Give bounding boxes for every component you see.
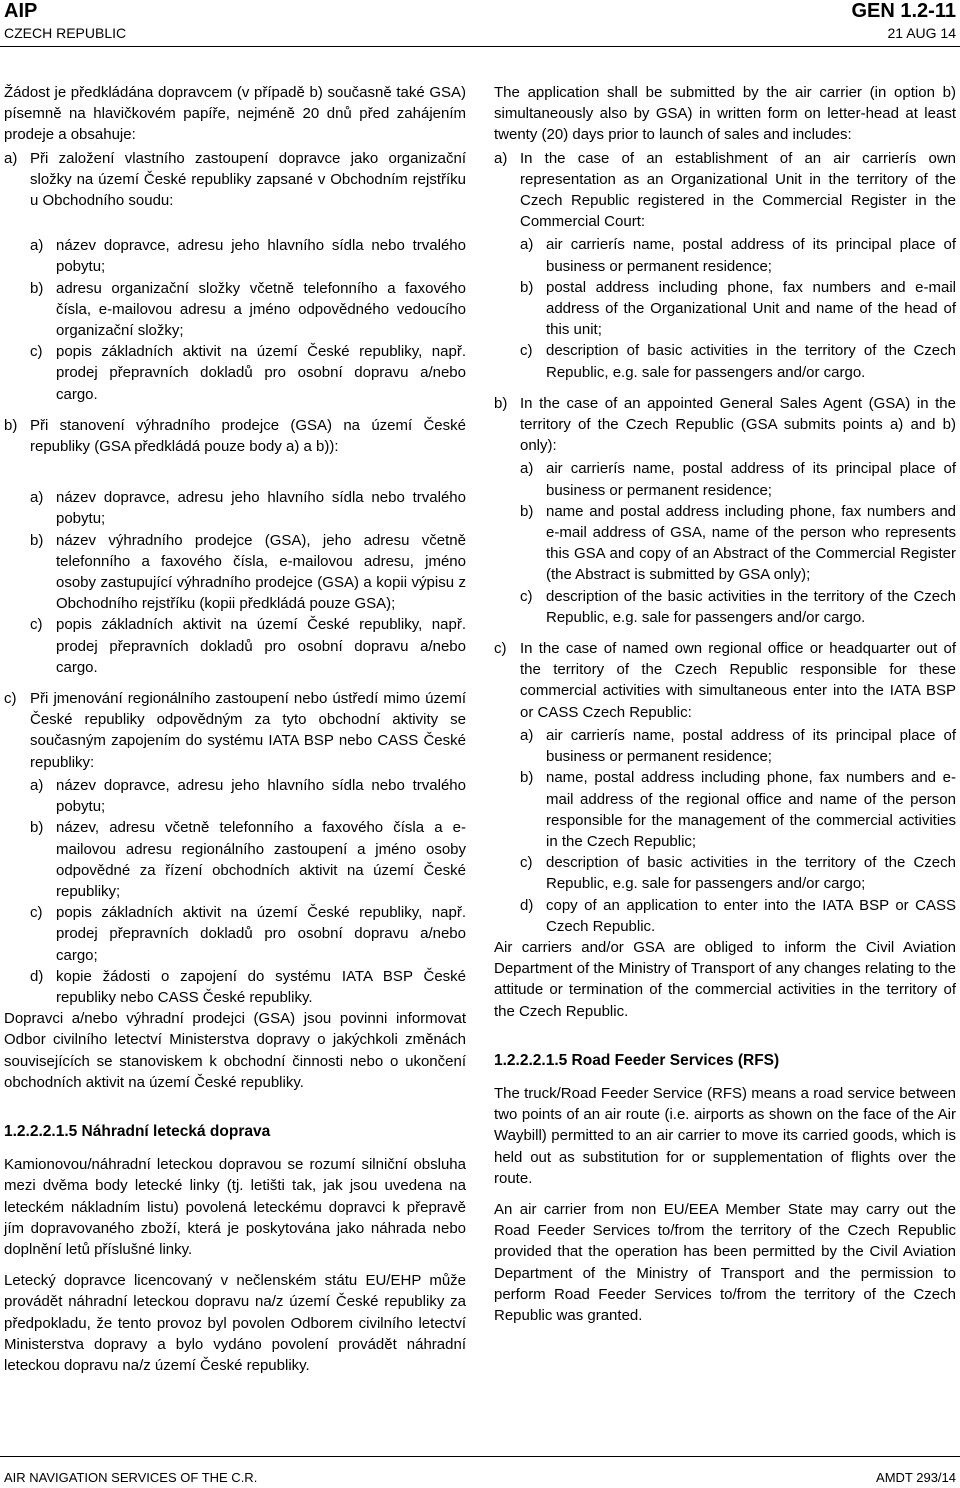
cz-option-c-items [4, 775, 466, 1008]
footer-divider [0, 1456, 960, 1457]
list-item: a) název dopravce, adresu jeho hlavního sídla nebo trvalého pobytu; [30, 237, 466, 276]
en-option-a: a) In the case of an establishment of an air carrierís own representation as an Organizational Unit in the territory of the Czech Republic registered in the Commercial Register in the Commercial Court: [494, 149, 956, 231]
en-section-paragraph-2: An air carrier from non EU/EEA Member State may carry out the Road Feeder Services to/from the territory of the Czech Republic provided that the operation has been permitted by the Civil Aviation Department of the Ministry of Transport and the permission to perform Road Feeder Services to/from the territory of the Czech Republic was granted. [494, 1200, 956, 1324]
list-item: a) air carrierís name, postal address of its principal place of business or permanent residence; [520, 726, 956, 766]
list-item: d) copy of an application to enter into the IATA BSP or CASS Czech Republic. [520, 896, 956, 935]
list-item: a) air carrierís name, postal address of its principal place of business or permanent residence; [520, 460, 956, 499]
list-item: c) description of the basic activities in the territory of the Czech Republic, e.g. sale for passengers and/or cargo. [520, 587, 956, 626]
list-item: c) popis základních aktivit na území České republiky, např. prodej přepravních dokladů pro osobní dopravu a/nebo cargo. [30, 343, 466, 403]
cz-closing-paragraph: Dopravci a/nebo výhradní prodejci (GSA) jsou povinni informovat Odbor civilního letectví Ministerstva dopravy o jakýchkoli změnách souvisejících se stanoviskem k obchodní činnosti nebo o ukončení obchodních aktivit na území České republiky. [4, 1010, 466, 1091]
page-header-left [4, 0, 126, 42]
cz-section-title: 1.2.2.2.1.5 Náhradní letecká doprava [4, 1122, 271, 1140]
en-option-a-items [494, 234, 956, 382]
english-column [494, 82, 956, 1336]
list-item: c) description of basic activities in the territory of the Czech Republic, e.g. sale for passengers and/or cargo; [520, 854, 956, 893]
en-option-b-items [494, 458, 956, 628]
en-option-c-items [494, 725, 956, 937]
header-divider [0, 46, 960, 47]
footer-amendment: AMDT 293/14 [876, 1470, 956, 1485]
footer-publisher: AIR NAVIGATION SERVICES OF THE C.R. [4, 1470, 258, 1485]
cz-option-b: b) Při stanovení výhradního prodejce (GSA) na území České republiky (GSA předkládá pouze body a) a b)): [4, 416, 466, 456]
list-item: b) adresu organizační složky včetně telefonního a faxového čísla, e-mailovou adresu a jméno odpovědného vedoucího organizační složky; [30, 279, 466, 340]
publication-title: AIP [4, 0, 38, 22]
list-item: a) název dopravce, adresu jeho hlavního sídla nebo trvalého pobytu; [30, 776, 466, 816]
list-item: a) air carrierís name, postal address of its principal place of business or permanent residence; [520, 236, 956, 275]
list-item: c) popis základních aktivit na území České republiky, např. prodej přepravních dokladů pro osobní dopravu a/nebo cargo; [30, 904, 466, 964]
page-header-right [851, 0, 956, 42]
list-item: a) název dopravce, adresu jeho hlavního sídla nebo trvalého pobytu; [30, 489, 466, 528]
list-item: b) name and postal address including phone, fax numbers and e-mail address of GSA, name of the person who represents this GSA and copy of an Abstract of the Commercial Register (the Abstract is submitted by GSA only); [520, 502, 956, 584]
czech-column [4, 82, 466, 1386]
list-item: d) kopie žádosti o zapojení do systému IATA BSP České republiky nebo CASS České republiky. [30, 967, 466, 1006]
list-item: b) název, adresu včetně telefonního a faxového čísla a e-mailovou adresu regionálního zastoupení a jméno osoby odpovědné za řízení obchodních aktivit na území České republiky; [30, 819, 466, 900]
cz-section-paragraph-1: Kamionovou/náhradní leteckou dopravou se rozumí silniční obsluha mezi dvěma body letecké linky (tj. letišti tak, jak jsou uvedena na leteckém nákladním listu) povolená leteckému dopravci k přepravě jím dopravovaného zboží, která je poskytována jako náhrada nebo doplnění letů příslušné linky. [4, 1156, 466, 1258]
effective-date: 21 AUG 14 [887, 25, 956, 41]
list-item: c) popis základních aktivit na území České republiky, např. prodej přepravních dokladů pro osobní dopravu a/nebo cargo. [30, 616, 466, 676]
en-option-c: c) In the case of named own regional office or headquarter out of the territory of the Czech Republic responsible for these commercial activities with simultaneous enter into the IATA BSP or CASS Czech Republic: [494, 640, 956, 721]
en-closing-paragraph: Air carriers and/or GSA are obliged to inform the Civil Aviation Department of the Ministry of Transport of any changes relating to the attitude or termination of the commercial activities in the territory of the Czech Republic. [494, 938, 956, 1020]
list-item: c) description of basic activities in the territory of the Czech Republic, e.g. sale for passengers and/or cargo. [520, 342, 956, 381]
page-number: GEN 1.2-11 [851, 0, 956, 22]
cz-section-paragraph-2: Letecký dopravce licencovaný v nečlenském státu EU/EHP může provádět náhradní leteckou dopravu na/z území České republiky za předpokladu, že tento provoz byl povolen Odborem civilního letectví Ministerstva dopravy a bylo vydáno povolení provádět náhradní leteckou dopravu na/z území České republiky. [4, 1272, 466, 1374]
en-section-paragraph-1: The truck/Road Feeder Service (RFS) means a road service between two points of an air route (i.e. airports as shown on the face of the Air Waybill) permitted to an air carrier to move its carried goods, which is held out as substitution for or supplementation of flights over the route. [494, 1084, 956, 1187]
cz-option-a: a) Při založení vlastního zastoupení dopravce jako organizační složky na území České republiky zapsané v Obchodním rejstříku u Obchodního soudu: [4, 149, 466, 210]
country-label: CZECH REPUBLIC [4, 25, 127, 41]
cz-intro: Žádost je předkládána dopravcem (v případě b) současně také GSA) písemně na hlavičkovém papíře, nejméně 20 dnů před zahájením prodeje a obsahuje: [4, 84, 466, 144]
list-item: b) název výhradního prodejce (GSA), jeho adresu včetně telefonního a faxového čísla, e-mailovou adresu, jméno osoby zastupující výhradního prodejce (GSA) a kopii výpisu z Obchodního rejstříku (kopii předkládá pouze GSA); [30, 531, 466, 613]
en-section-title: 1.2.2.2.1.5 Road Feeder Services (RFS) [494, 1051, 780, 1069]
cz-option-b-items [4, 487, 466, 678]
en-intro: The application shall be submitted by the air carrier (in option b) simultaneously also by GSA) in written form on letter-head at least twenty (20) days prior to launch of sales and includes: [494, 84, 956, 144]
list-item: b) name, postal address including phone, fax numbers and e-mail address of the regional office and name of the person responsible for the management of the commercial activities in the Czech Republic; [520, 769, 956, 850]
list-item: b) postal address including phone, fax numbers and e-mail address of the Organizational Unit and name of the head of this unit; [520, 278, 956, 339]
en-option-b: b) In the case of an appointed General Sales Agent (GSA) in the territory of the Czech Republic (GSA submits points a) and b) only): [494, 394, 956, 455]
cz-option-c: c) Při jmenování regionálního zastoupení nebo ústředí mimo území České republiky odpovědným za tyto obchodní aktivity se současným zapojením do systému IATA BSP nebo CASS České republiky: [4, 690, 466, 771]
cz-option-a-items [4, 235, 466, 405]
